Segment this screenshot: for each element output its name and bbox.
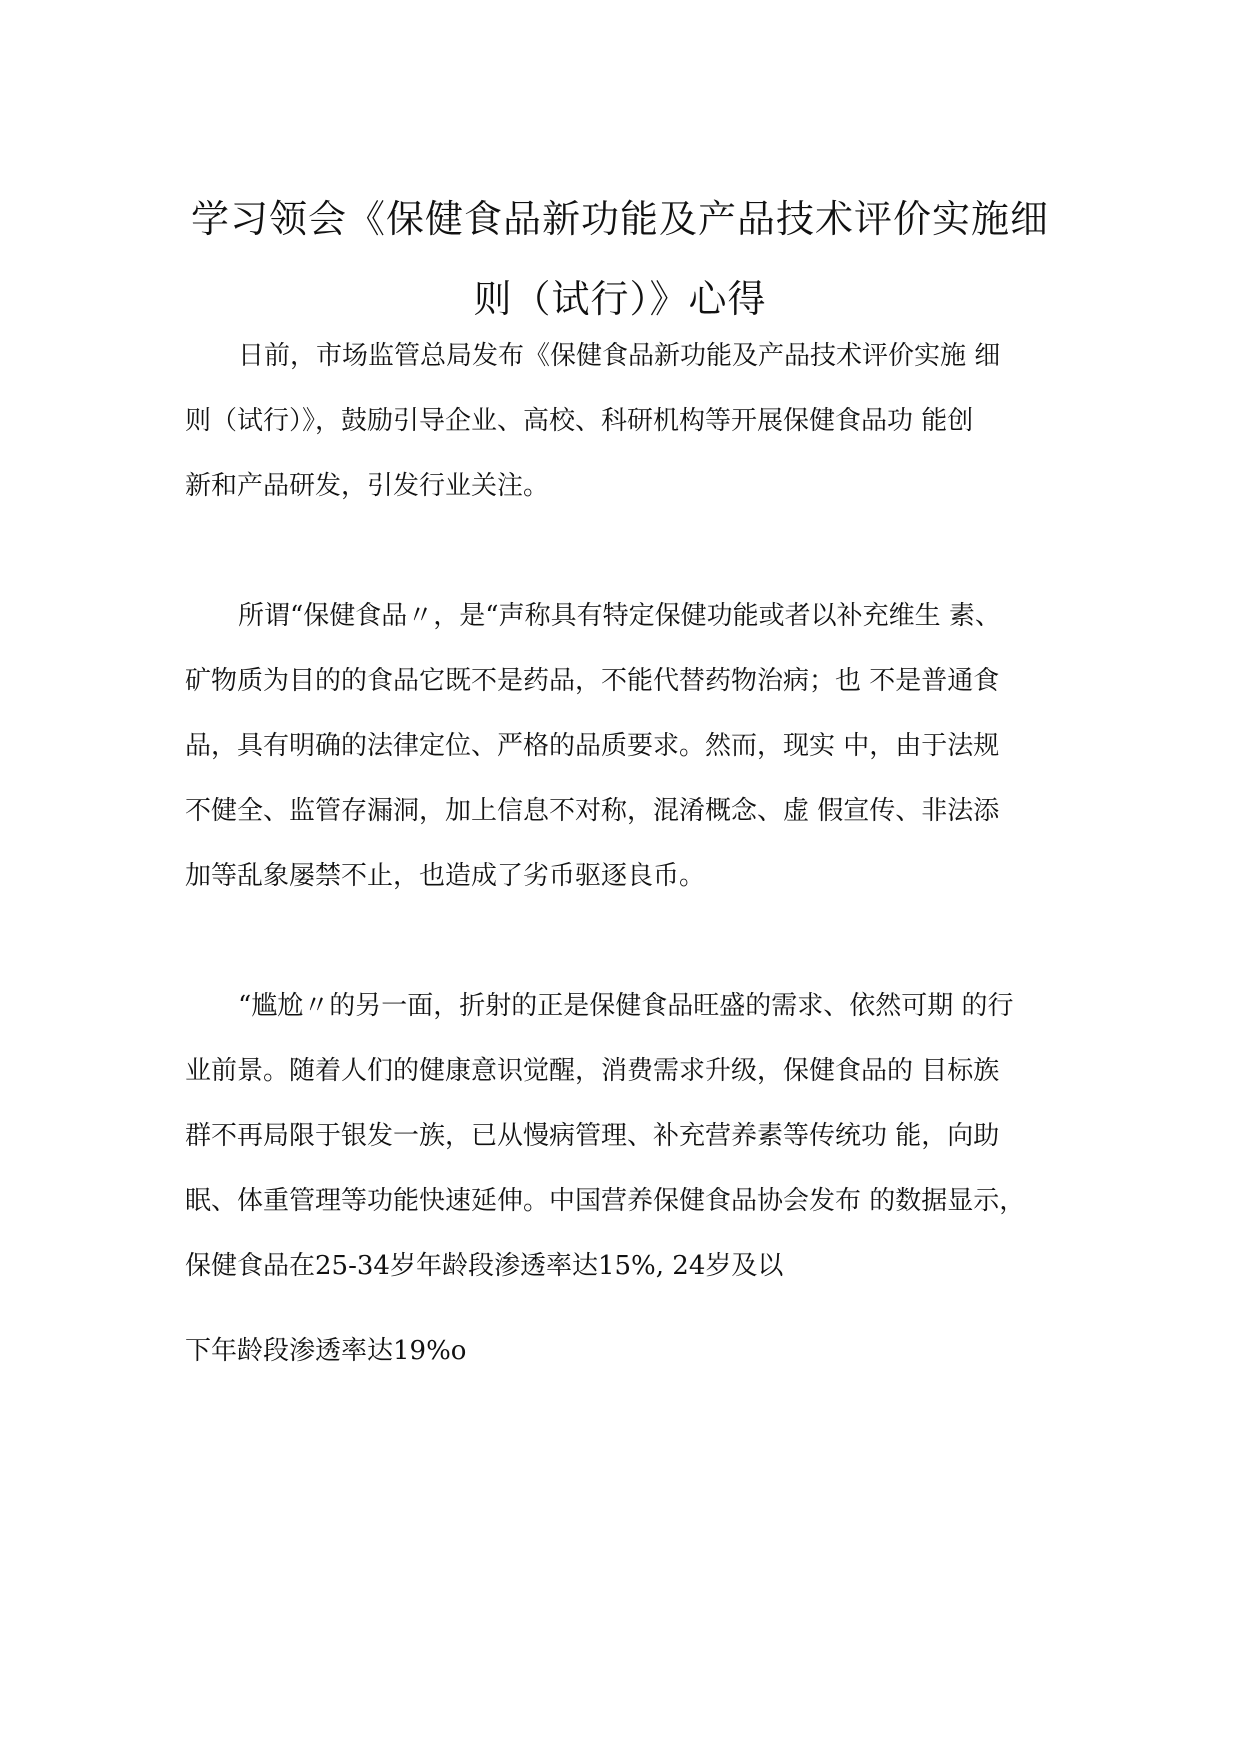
document-title-line-1: 学习领会《保健食品新功能及产品技术评价实施细 (190, 197, 1049, 241)
paragraph-2-line-3: 品，具有明确的法律定位、严格的品质要求。然而，现实 中，由于法规 (185, 731, 1000, 761)
paragraph-3-line-4: 眠、体重管理等功能快速延伸。中国营养保健食品协会发布 的数据显示， (185, 1186, 1026, 1216)
paragraph-3-line-1: “尴尬〃的另一面，折射的正是保健食品旺盛的需求、依然可期 的行 (238, 991, 1014, 1021)
document-title-line-2: 则（试行）》心得 (473, 277, 767, 321)
paragraph-3-line-2: 业前景。随着人们的健康意识觉醒，消费需求升级，保健食品的 目标族 (185, 1056, 1000, 1086)
paragraph-1-line-2: 则（试行）》，鼓励引导企业、高校、科研机构等开展保健食品功 能创 (185, 406, 974, 436)
paragraph-3-line-5: 保健食品在25-34岁年龄段渗透率达15%, 24岁及以 (185, 1251, 784, 1281)
paragraph-2-line-5: 加等乱象屡禁不止，也造成了劣币驱逐良币。 (185, 861, 706, 891)
paragraph-1-line-1: 日前，市场监管总局发布《保健食品新功能及产品技术评价实施 细 (238, 341, 1001, 371)
paragraph-1-line-3: 新和产品研发，引发行业关注。 (185, 471, 550, 501)
paragraph-3-line-3: 群不再局限于银发一族，已从慢病管理、补充营养素等传统功 能，向助 (185, 1121, 1000, 1151)
paragraph-2-line-1: 所谓“保健食品〃，是“声称具有特定保健功能或者以补充维生 素、 (238, 601, 1001, 631)
paragraph-4-line-1: 下年龄段渗透率达19%o (185, 1336, 467, 1366)
paragraph-2-line-2: 矿物质为目的的食品它既不是药品，不能代替药物治病；也 不是普通食 (185, 666, 1000, 696)
paragraph-2-line-4: 不健全、监管存漏洞，加上信息不对称，混淆概念、虚 假宣传、非法添 (185, 796, 1000, 826)
